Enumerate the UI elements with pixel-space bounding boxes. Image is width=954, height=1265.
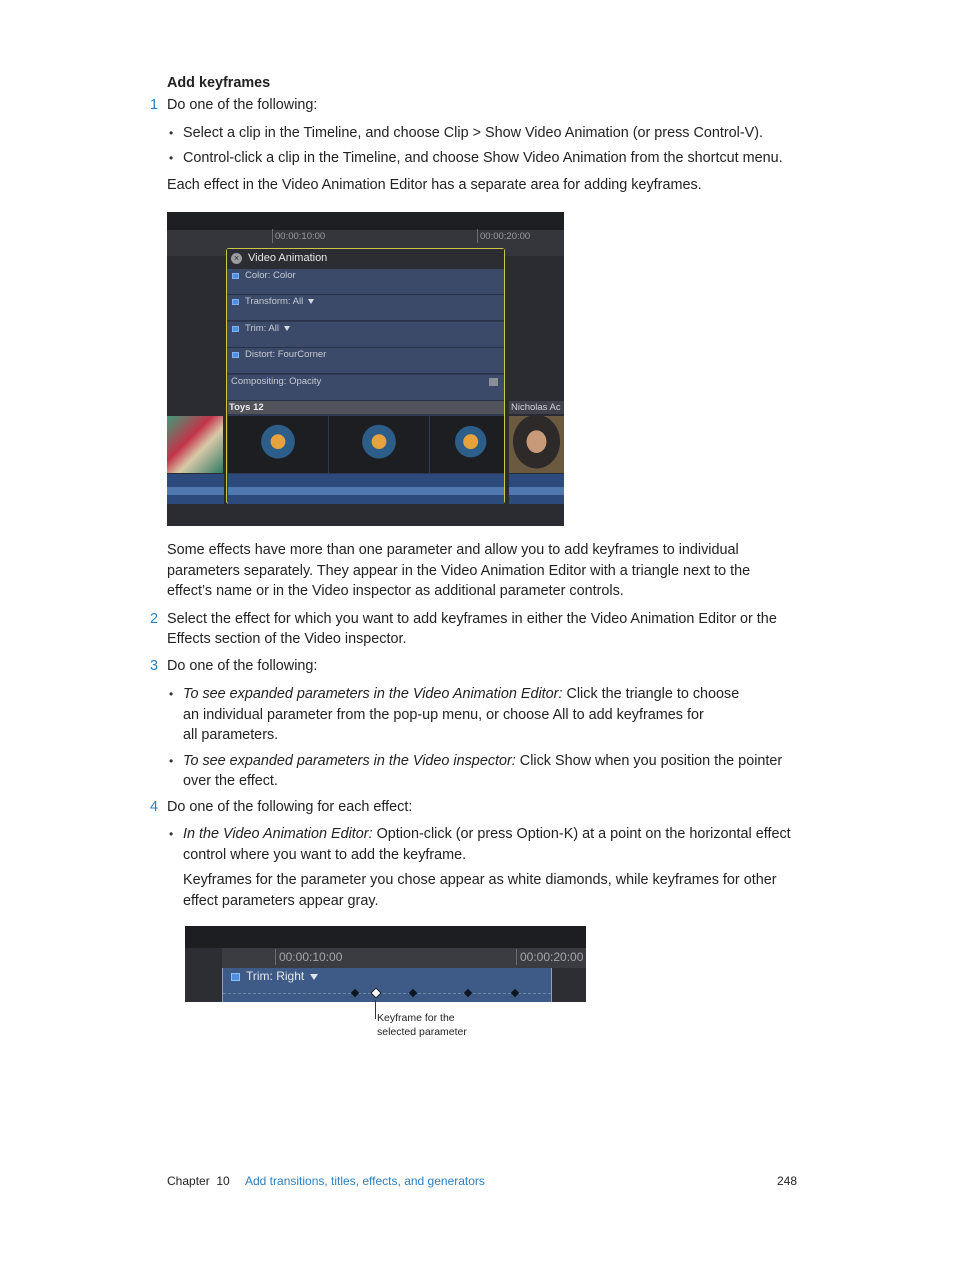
step-number-3: 3 (150, 658, 159, 674)
checkbox-icon[interactable] (232, 273, 239, 279)
section-title: Add keyframes (167, 75, 271, 91)
effect-label: Trim: All (245, 323, 279, 334)
callout-line (375, 1000, 376, 1019)
paragraph-line: Keyframes for the parameter you chose appear as white diamonds, while keyframes for other (183, 872, 777, 888)
clip-thumbnail (167, 416, 223, 473)
effect-row-distort[interactable] (227, 348, 504, 374)
clip-thumbnail (430, 416, 504, 473)
checkbox-icon[interactable] (232, 352, 239, 358)
step-1-bullet-1: Select a clip in the Timeline, and choose Clip > Show Video Animation (or press Control-V). (183, 125, 764, 141)
effect-label: Compositing: Opacity (231, 376, 322, 387)
effect-label: Trim: Right (246, 969, 305, 983)
step-3-bullet-2-line2: over the effect. (183, 773, 278, 789)
triangle-down-icon[interactable] (308, 299, 314, 304)
audio-waveform (167, 474, 224, 504)
selected-keyframe-diamond-icon[interactable] (370, 987, 381, 998)
checkbox-icon[interactable] (231, 973, 240, 981)
video-animation-editor-figure (167, 212, 564, 526)
effect-label: Color: Color (245, 270, 296, 281)
step-1-text: Do one of the following: (167, 97, 318, 113)
keyframe-figure (185, 926, 586, 1002)
clip-name: Toys 12 (229, 402, 264, 413)
paragraph-line: effect’s name or in the Video inspector as additional parameter controls. (167, 583, 624, 599)
timecode: 00:00:10:00 (279, 950, 343, 964)
audio-waveform (509, 474, 564, 504)
close-icon[interactable]: × (231, 253, 242, 264)
step-4-text: Do one of the following for each effect: (167, 799, 413, 815)
next-clip-name: Nicholas Ac (511, 402, 561, 413)
step-4-bullet-line2: control where you want to add the keyframe. (183, 847, 467, 863)
paragraph-line: Some effects have more than one parameter and allow you to add keyframes to individual (167, 542, 739, 558)
effect-control-line[interactable] (223, 993, 551, 994)
paragraph-line: parameters separately. They appear in the Video Animation Editor with a triangle next to the (167, 563, 751, 579)
timecode: 00:00:10:00 (275, 231, 326, 242)
footer-chapter-link[interactable]: Add transitions, titles, effects, and generators (245, 1174, 485, 1188)
step-number-1: 1 (150, 97, 159, 113)
paragraph-each-effect: Each effect in the Video Animation Editor has a separate area for adding keyframes. (167, 177, 702, 193)
timeline-top-bar (167, 212, 564, 230)
checkbox-icon[interactable] (232, 326, 239, 332)
step-2-line: Select the effect for which you want to add keyframes in either the Video Animation Editor or the (167, 611, 777, 627)
step-number-2: 2 (150, 611, 159, 627)
triangle-down-icon[interactable] (284, 326, 290, 331)
clip-title-bar (228, 401, 504, 414)
step-3-bullet-1-line3: all parameters. (183, 727, 279, 743)
bullet: • (169, 151, 174, 165)
page-number: 248 (777, 1174, 798, 1188)
keyframe-diamond-icon[interactable] (409, 989, 417, 997)
panel-header (227, 249, 504, 269)
step-3-bullet-2-line1: To see expanded parameters in the Video inspector: Click Show when you position the pointer (183, 753, 783, 769)
expand-icon[interactable] (489, 378, 498, 386)
clip-thumbnail (228, 416, 328, 473)
bullet: • (169, 754, 174, 768)
bullet: • (169, 827, 174, 841)
step-3-text: Do one of the following: (167, 658, 318, 674)
panel-title: Video Animation (248, 252, 328, 264)
timecode: 00:00:20:00 (480, 231, 531, 242)
step-2-line: Effects section of the Video inspector. (167, 631, 407, 647)
effect-row-transform[interactable] (227, 295, 504, 321)
step-4-bullet-line1: In the Video Animation Editor: Option-click (or press Option-K) at a point on the horizontal effect (183, 826, 791, 842)
effect-row-trim[interactable] (227, 322, 504, 348)
bullet: • (169, 687, 174, 701)
clip-thumbnail (509, 416, 564, 473)
effect-label: Distort: FourCorner (245, 349, 327, 360)
step-number-4: 4 (150, 799, 159, 815)
step-3-bullet-1-line1: To see expanded parameters in the Video Animation Editor: Click the triangle to choose (183, 686, 740, 702)
bullet: • (169, 126, 174, 140)
audio-waveform (228, 474, 504, 504)
timeline-top-bar (185, 926, 586, 948)
callout-label: Keyframe for the selected parameter (377, 1012, 467, 1038)
step-1-bullet-2: Control-click a clip in the Timeline, and choose Show Video Animation from the shortcut menu. (183, 150, 783, 166)
effect-row-compositing[interactable] (227, 375, 504, 401)
checkbox-icon[interactable] (232, 299, 239, 305)
keyframe-diamond-icon[interactable] (511, 989, 519, 997)
paragraph-line: effect parameters appear gray. (183, 893, 379, 909)
timecode: 00:00:20:00 (520, 950, 584, 964)
triangle-down-icon[interactable] (310, 974, 318, 980)
clip-thumbnail (329, 416, 429, 473)
footer-chapter: Chapter 10 (167, 1174, 230, 1188)
keyframe-diamond-icon[interactable] (351, 989, 359, 997)
keyframe-diamond-icon[interactable] (464, 989, 472, 997)
trim-effect-row[interactable] (222, 968, 552, 1002)
effect-row-color[interactable] (227, 269, 504, 295)
effect-label: Transform: All (245, 296, 304, 307)
step-3-bullet-1-line2: an individual parameter from the pop-up menu, or choose All to add keyframes for (183, 707, 704, 723)
